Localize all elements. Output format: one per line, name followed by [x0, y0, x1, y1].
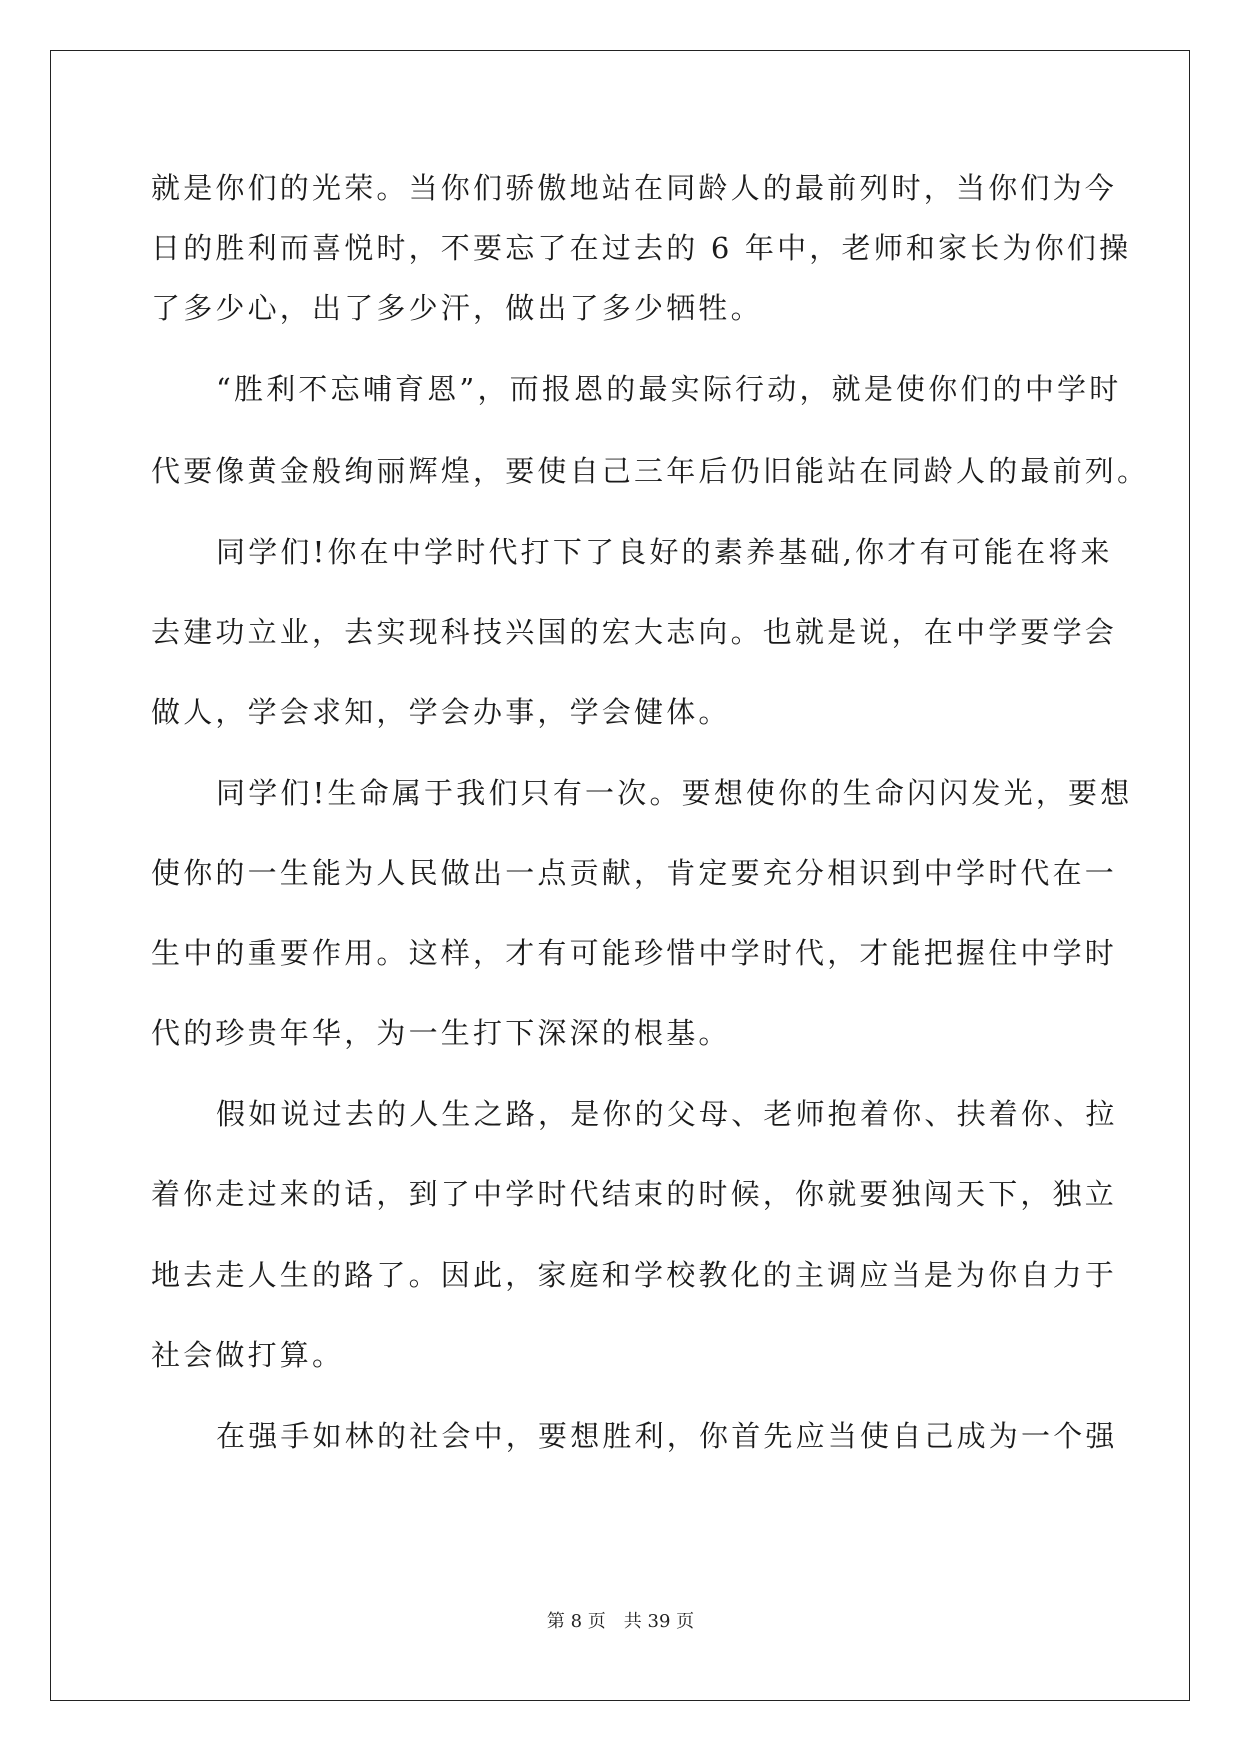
text-line: 同学们!你在中学时代打下了良好的素养基础,你才有可能在将来 — [216, 535, 1113, 569]
text-line: 做人，学会求知，学会办事，学会健体。 — [151, 695, 731, 729]
text-line: 地去走人生的路了。因此，家庭和学校教化的主调应当是为你自力于 — [151, 1258, 1118, 1292]
text-line: 使你的一生能为人民做出一点贡献，肯定要充分相识到中学时代在一 — [151, 856, 1118, 890]
text-line: 在强手如林的社会中，要想胜利，你首先应当使自己成为一个强 — [216, 1419, 1118, 1453]
text-line: 去建功立业，去实现科技兴国的宏大志向。也就是说，在中学要学会 — [151, 615, 1118, 649]
text-line: 日的胜利而喜悦时，不要忘了在过去的 6 年中，老师和家长为你们操 — [151, 231, 1132, 265]
text-line: 同学们!生命属于我们只有一次。要想使你的生命闪闪发光，要想 — [216, 776, 1133, 810]
text-line: 就是你们的光荣。当你们骄傲地站在同龄人的最前列时，当你们为今 — [151, 171, 1118, 205]
text-line: 代的珍贵年华，为一生打下深深的根基。 — [151, 1016, 731, 1050]
text-line: 社会做打算。 — [151, 1338, 345, 1372]
page-number: 第 8 页 — [546, 1611, 606, 1632]
text-line: 假如说过去的人生之路，是你的父母、老师抱着你、扶着你、拉 — [216, 1097, 1118, 1131]
text-line: 代要像黄金般绚丽辉煌，要使自己三年后仍旧能站在同龄人的最前列。 — [151, 454, 1150, 488]
page-footer — [0, 1607, 1241, 1633]
page-total: 共 39 页 — [623, 1611, 695, 1632]
text-line: 了多少心，出了多少汗，做出了多少牺牲。 — [151, 291, 763, 325]
text-line: 着你走过来的话，到了中学时代结束的时候，你就要独闯天下，独立 — [151, 1177, 1118, 1211]
text-line: “胜利不忘哺育恩”，而报恩的最实际行动，就是使你们的中学时 — [216, 372, 1122, 406]
text-line: 生中的重要作用。这样，才有可能珍惜中学时代，才能把握住中学时 — [151, 936, 1118, 970]
